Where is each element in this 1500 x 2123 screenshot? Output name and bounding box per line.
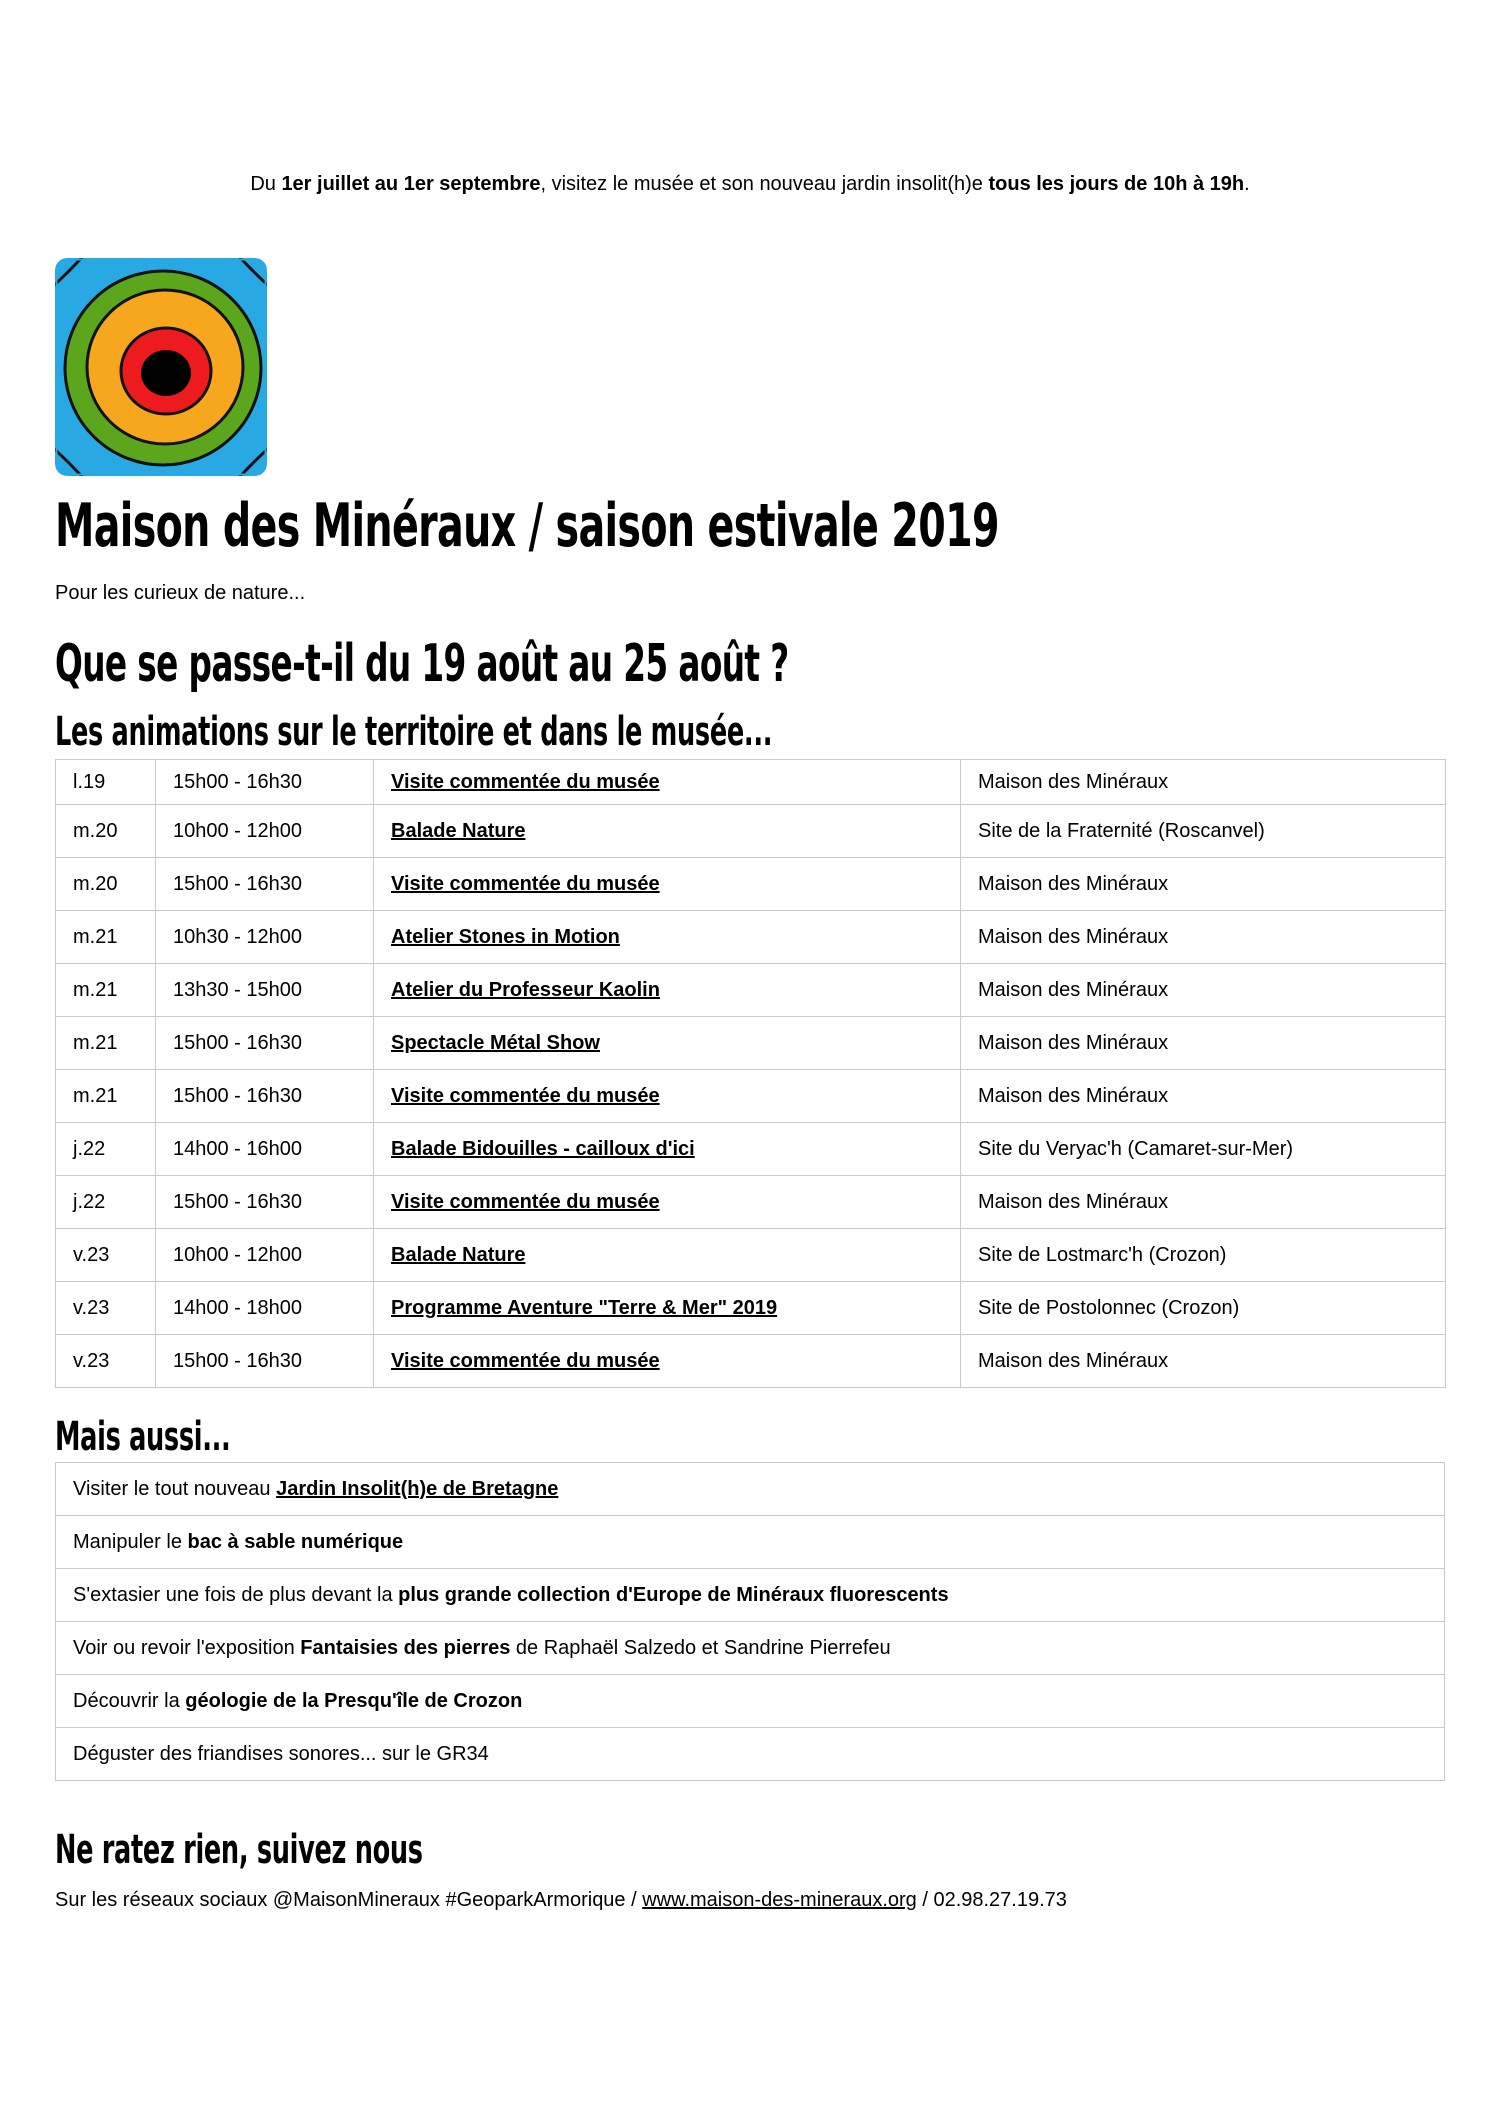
event-link[interactable]: Visite commentée du musée	[391, 1190, 660, 1213]
more-item-text: Voir ou revoir l'exposition	[73, 1636, 301, 1659]
event-name-cell	[374, 1017, 961, 1070]
event-name-cell	[374, 1070, 961, 1123]
more-item-row	[56, 1463, 1445, 1516]
event-name-cell	[374, 911, 961, 964]
event-name-cell	[374, 1229, 961, 1282]
more-item-cell	[56, 1516, 1445, 1569]
event-row	[56, 1123, 1446, 1176]
museum-logo	[55, 258, 267, 476]
events-table	[55, 759, 1446, 1388]
more-heading: Mais aussi...	[55, 1414, 231, 1460]
event-location-cell: Maison des Minéraux	[961, 964, 1446, 1017]
event-day-cell: j.22	[56, 1123, 156, 1176]
event-row	[56, 1229, 1446, 1282]
event-time-cell: 14h00 - 16h00	[156, 1123, 374, 1176]
event-location-cell: Maison des Minéraux	[961, 911, 1446, 964]
event-name-cell	[374, 858, 961, 911]
event-time-cell: 10h30 - 12h00	[156, 911, 374, 964]
more-item-text: Manipuler le	[73, 1530, 188, 1553]
banner-text: , visitez le musée et son nouveau jardin insolit(h)e	[540, 173, 989, 195]
event-day-cell: m.21	[56, 964, 156, 1017]
event-name-cell	[374, 1282, 961, 1335]
event-link[interactable]: Spectacle Métal Show	[391, 1031, 600, 1054]
event-row	[56, 1017, 1446, 1070]
event-time-cell: 15h00 - 16h30	[156, 1335, 374, 1388]
more-item-row	[56, 1569, 1445, 1622]
event-time-cell: 15h00 - 16h30	[156, 858, 374, 911]
event-time-cell: 15h00 - 16h30	[156, 1017, 374, 1070]
event-day-cell: m.21	[56, 1070, 156, 1123]
event-day-cell: j.22	[56, 1176, 156, 1229]
opening-hours-banner	[55, 0, 1445, 196]
event-location-cell: Maison des Minéraux	[961, 1017, 1446, 1070]
more-item-cell	[56, 1569, 1445, 1622]
jardin-link[interactable]: Jardin Insolit(h)e de Bretagne	[276, 1477, 559, 1500]
event-row	[56, 805, 1446, 858]
event-day-cell: m.21	[56, 911, 156, 964]
event-link[interactable]: Programme Aventure "Terre & Mer" 2019	[391, 1296, 778, 1319]
event-location-cell: Site de Lostmarc'h (Crozon)	[961, 1229, 1446, 1282]
more-item-cell	[56, 1622, 1445, 1675]
more-item-text: Déguster des friandises sonores... sur le GR34	[73, 1742, 489, 1765]
more-item-row	[56, 1516, 1445, 1569]
week-heading: Que se passe-t-il du 19 août au 25 août ?	[55, 634, 789, 694]
event-link[interactable]: Visite commentée du musée	[391, 770, 660, 793]
event-day-cell: m.20	[56, 805, 156, 858]
more-table	[55, 1462, 1445, 1781]
more-item-row	[56, 1728, 1445, 1781]
footer-text-suffix: / 02.98.27.19.73	[916, 1889, 1067, 1911]
page-title: Maison des Minéraux / saison estivale 2019	[55, 491, 999, 561]
event-day-cell: m.20	[56, 858, 156, 911]
banner-text: .	[1244, 173, 1250, 195]
event-time-cell: 10h00 - 12h00	[156, 805, 374, 858]
event-time-cell: 14h00 - 18h00	[156, 1282, 374, 1335]
banner-text: Du	[250, 173, 282, 195]
banner-bold-text: 1er juillet au 1er septembre	[281, 173, 541, 195]
event-location-cell: Maison des Minéraux	[961, 858, 1446, 911]
event-row	[56, 911, 1446, 964]
event-name-cell	[374, 1123, 961, 1176]
more-item-cell	[56, 1463, 1445, 1516]
event-link[interactable]: Visite commentée du musée	[391, 1349, 660, 1372]
event-link[interactable]: Balade Nature	[391, 1243, 526, 1266]
event-name-cell	[374, 1335, 961, 1388]
event-row	[56, 964, 1446, 1017]
event-location-cell: Site de Postolonnec (Crozon)	[961, 1282, 1446, 1335]
banner-bold-text: tous les jours de 10h à 19h	[988, 173, 1245, 195]
more-item-bold-text: géologie de la Presqu'île de Crozon	[185, 1689, 523, 1712]
event-name-cell	[374, 1176, 961, 1229]
animations-heading: Les animations sur le territoire et dans le musée...	[55, 709, 773, 755]
more-item-cell	[56, 1728, 1445, 1781]
more-item-bold-text: plus grande collection d'Europe de Minéraux fluorescents	[398, 1583, 949, 1606]
event-link[interactable]: Atelier du Professeur Kaolin	[391, 978, 660, 1001]
more-item-row	[56, 1675, 1445, 1728]
event-link[interactable]: Visite commentée du musée	[391, 872, 660, 895]
event-row	[56, 1335, 1446, 1388]
more-item-text: S'extasier une fois de plus devant la	[73, 1583, 399, 1606]
footer-contact	[55, 1889, 1445, 1912]
event-day-cell: v.23	[56, 1282, 156, 1335]
event-location-cell: Maison des Minéraux	[961, 1176, 1446, 1229]
event-link[interactable]: Balade Nature	[391, 819, 526, 842]
event-day-cell: v.23	[56, 1229, 156, 1282]
event-row	[56, 1282, 1446, 1335]
page-subtitle: Pour les curieux de nature...	[55, 582, 306, 604]
event-time-cell: 10h00 - 12h00	[156, 1229, 374, 1282]
more-item-bold-text: bac à sable numérique	[187, 1530, 404, 1553]
event-time-cell: 15h00 - 16h30	[156, 1176, 374, 1229]
event-location-cell: Site du Veryac'h (Camaret-sur-Mer)	[961, 1123, 1446, 1176]
event-day-cell: m.21	[56, 1017, 156, 1070]
more-item-text: Découvrir la	[73, 1689, 186, 1712]
event-time-cell: 15h00 - 16h30	[156, 1070, 374, 1123]
event-time-cell: 15h00 - 16h30	[156, 760, 374, 805]
bullseye-logo-icon	[55, 258, 267, 476]
event-link[interactable]: Balade Bidouilles - cailloux d'ici	[391, 1137, 695, 1160]
event-link[interactable]: Visite commentée du musée	[391, 1084, 660, 1107]
event-location-cell: Maison des Minéraux	[961, 1070, 1446, 1123]
event-row	[56, 1176, 1446, 1229]
more-item-bold-text: Fantaisies des pierres	[300, 1636, 511, 1659]
event-name-cell	[374, 964, 961, 1017]
event-location-cell: Maison des Minéraux	[961, 760, 1446, 805]
more-item-cell	[56, 1675, 1445, 1728]
event-row	[56, 760, 1446, 805]
event-name-cell	[374, 805, 961, 858]
event-day-cell: l.19	[56, 760, 156, 805]
event-location-cell: Site de la Fraternité (Roscanvel)	[961, 805, 1446, 858]
more-item-text-suffix: de Raphaël Salzedo et Sandrine Pierrefeu	[510, 1636, 891, 1659]
event-name-cell	[374, 760, 961, 805]
event-time-cell: 13h30 - 15h00	[156, 964, 374, 1017]
event-day-cell: v.23	[56, 1335, 156, 1388]
event-row	[56, 1070, 1446, 1123]
more-item-row	[56, 1622, 1445, 1675]
event-row	[56, 858, 1446, 911]
follow-heading: Ne ratez rien, suivez nous	[55, 1827, 423, 1873]
website-link[interactable]: www.maison-des-mineraux.org	[642, 1889, 917, 1911]
more-item-text: Visiter le tout nouveau	[73, 1477, 277, 1500]
footer-text-prefix: Sur les réseaux sociaux @MaisonMineraux #GeoparkArmorique /	[55, 1889, 643, 1911]
event-link[interactable]: Atelier Stones in Motion	[391, 925, 620, 948]
event-location-cell: Maison des Minéraux	[961, 1335, 1446, 1388]
